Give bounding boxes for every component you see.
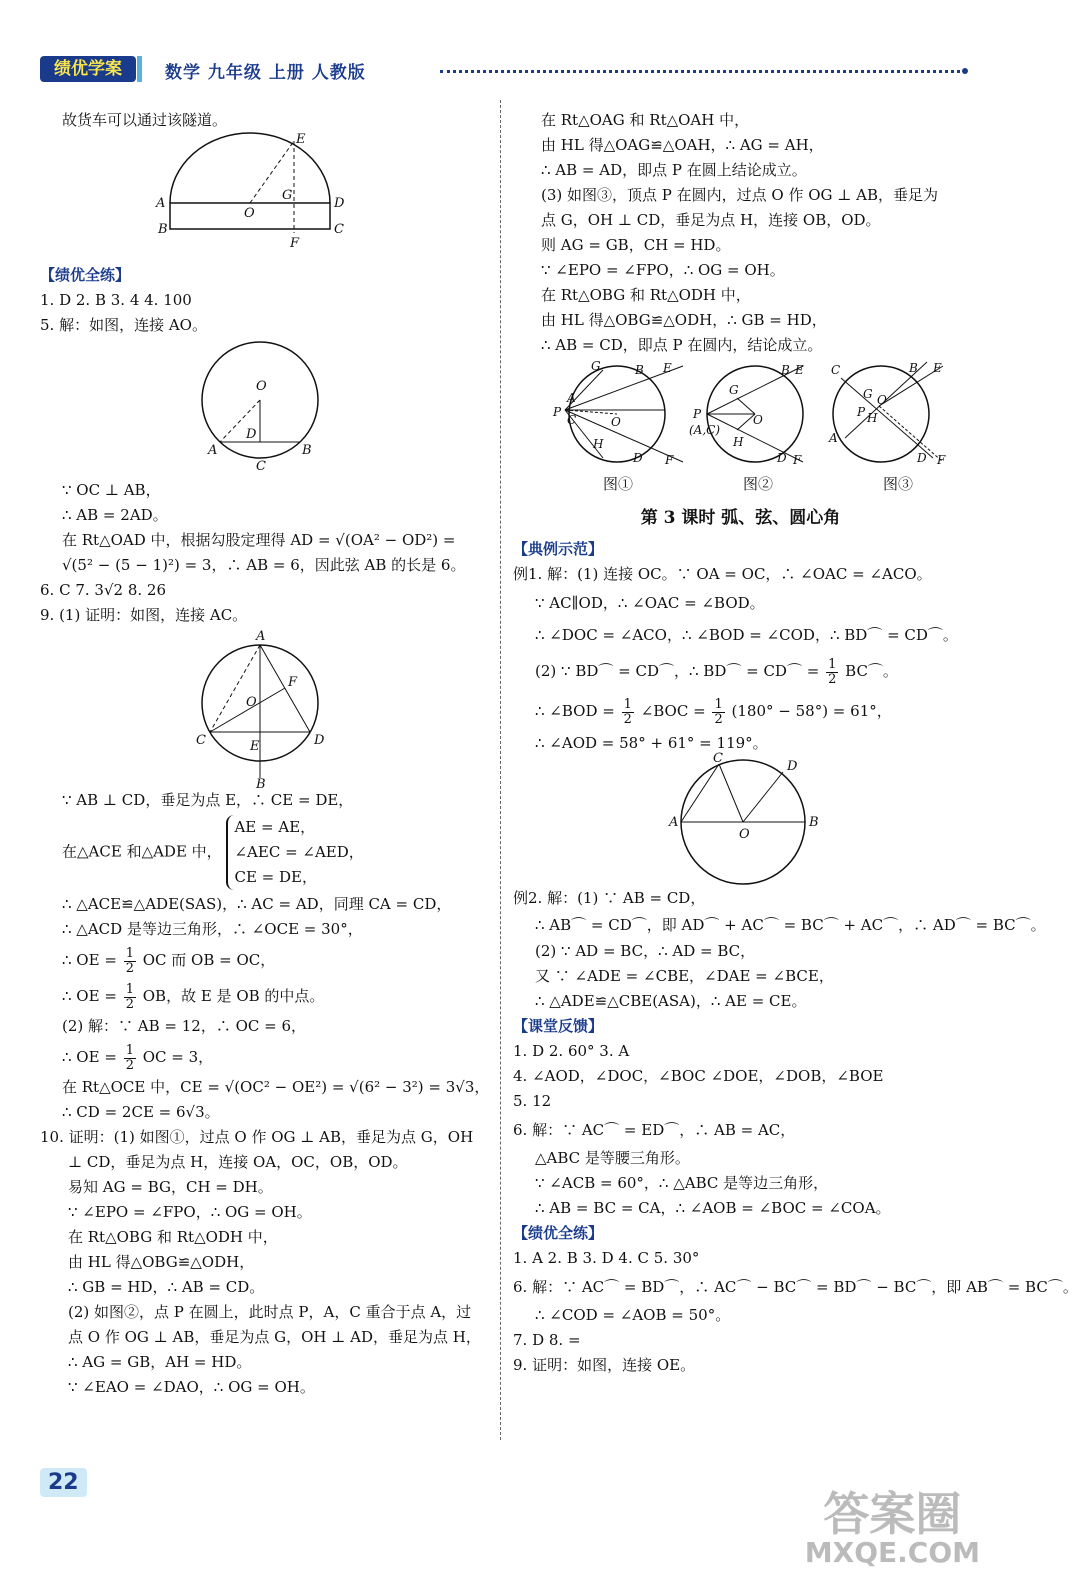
svg-text:F: F bbox=[288, 675, 298, 690]
text-line: ∴ AB = BC = CA，∴ ∠AOB = ∠BOC = ∠COA。 bbox=[535, 1199, 891, 1217]
svg-text:O: O bbox=[877, 393, 887, 407]
text-line: ∵ OC ⊥ AB， bbox=[62, 481, 161, 499]
answer-line: 9. 证明：如图，连接 OE。 bbox=[513, 1356, 696, 1374]
fraction: $\frac{1}{2}$ bbox=[623, 696, 632, 727]
text-line: (2) 解：∵ AB = 12，∴ OC = 6， bbox=[62, 1017, 307, 1035]
svg-text:G: G bbox=[591, 359, 601, 373]
text-fragment: ∴ OE = bbox=[62, 987, 117, 1005]
svg-text:D: D bbox=[777, 451, 787, 465]
fraction-line bbox=[40, 942, 490, 978]
subject-line: 数学 九年级 上册 人教版 bbox=[165, 63, 366, 83]
condition: AE = AE， bbox=[234, 818, 316, 836]
answer-line: 6. 解：∵ AC⌒ = BD⌒，∴ AC⌒ − BC⌒ = BD⌒ − BC⌒，即 AB⌒ = BC⌒。 bbox=[513, 1278, 1078, 1296]
text-fragment: ∠BOC = bbox=[640, 702, 706, 720]
svg-text:C: C bbox=[713, 751, 723, 766]
text-line: 故货车可以通过该隧道。 bbox=[62, 111, 228, 129]
answer-line: 9. (1) 证明：如图，连接 AC。 bbox=[40, 606, 248, 624]
svg-text:B: B bbox=[256, 777, 266, 792]
text-line: 点 G，OH ⊥ CD，垂足为点 H，连接 OB，OD。 bbox=[541, 211, 881, 229]
figure-caption: 图③ bbox=[883, 475, 914, 493]
svg-text:D: D bbox=[246, 427, 257, 442]
svg-text:A: A bbox=[669, 815, 679, 830]
svg-text:B: B bbox=[909, 361, 918, 375]
fraction-line bbox=[40, 978, 490, 1014]
svg-text:A: A bbox=[208, 443, 218, 458]
header-divider bbox=[440, 70, 960, 73]
text-line: ∴ ∠AOD = 58° + 61° = 119°。 bbox=[535, 734, 768, 752]
text-line: ∵ ∠ACB = 60°，∴ △ABC 是等边三角形， bbox=[535, 1174, 829, 1192]
svg-text:E: E bbox=[296, 132, 306, 147]
answer-line: 1. D 2. B 3. 4 4. 100 bbox=[40, 291, 192, 309]
text-line: ∴ AB⌒ = CD⌒，即 AD⌒ + AC⌒ = BC⌒ + AC⌒，∴ AD⌒ = BC⌒。 bbox=[535, 916, 1046, 934]
text-fragment: ∴ ∠BOD = bbox=[535, 702, 615, 720]
watermark-url: MXQE.COM bbox=[804, 1536, 980, 1569]
svg-text:P: P bbox=[857, 405, 866, 419]
answer-line: 例1. 解：(1) 连接 OC。∵ OA = OC，∴ ∠OAC = ∠ACO。 bbox=[513, 565, 932, 583]
svg-text:E: E bbox=[250, 739, 260, 754]
fraction-line bbox=[513, 691, 968, 731]
text-line: ∵ ∠EAO = ∠DAO，∴ OG = OH。 bbox=[68, 1378, 315, 1396]
arc-figure bbox=[663, 751, 823, 886]
text-line: △ABC 是等腰三角形。 bbox=[535, 1149, 690, 1167]
answer-line: 例2. 解：(1) ∵ AB = CD， bbox=[513, 889, 706, 907]
text-line: ∵ ∠EPO = ∠FPO，∴ OG = OH。 bbox=[541, 261, 785, 279]
text-line: 在 Rt△OAG 和 Rt△OAH 中， bbox=[541, 111, 750, 129]
text-line: ∴ ∠DOC = ∠ACO，∴ ∠BOD = ∠COD，∴ BD⌒ = CD⌒。 bbox=[535, 626, 958, 644]
text-line: ∴ AB = AD，即点 P 在圆上结论成立。 bbox=[541, 161, 807, 179]
figure-caption: 图② bbox=[743, 475, 774, 493]
svg-text:F: F bbox=[937, 453, 946, 467]
section-heading: 【课堂反馈】 bbox=[513, 1017, 604, 1035]
svg-text:E: E bbox=[663, 361, 672, 375]
svg-text:P: P bbox=[553, 405, 562, 419]
watermark-logo bbox=[804, 1487, 980, 1569]
column-divider bbox=[500, 100, 501, 1440]
svg-text:O: O bbox=[246, 695, 257, 710]
svg-text:C: C bbox=[334, 222, 344, 237]
svg-text:B: B bbox=[302, 443, 312, 458]
svg-text:G: G bbox=[863, 387, 873, 401]
congruence-block bbox=[40, 815, 490, 890]
svg-text:B: B bbox=[781, 363, 790, 377]
svg-text:E: E bbox=[795, 363, 804, 377]
svg-text:G: G bbox=[282, 188, 293, 203]
fraction: $\frac{1}{2}$ bbox=[125, 945, 134, 976]
tunnel-figure bbox=[150, 133, 350, 263]
condition: CE = DE， bbox=[234, 868, 317, 886]
text-line: 在 Rt△OCE 中，CE = √(OC² − OE²) = √(6² − 3²) = 3√3， bbox=[62, 1078, 490, 1096]
fraction: $\frac{1}{2}$ bbox=[714, 696, 723, 727]
text-fragment: ∴ OE = bbox=[62, 1048, 117, 1066]
svg-text:O: O bbox=[256, 379, 267, 394]
condition-brace bbox=[226, 815, 363, 890]
text-fragment: OB，故 E 是 OB 的中点。 bbox=[142, 987, 325, 1005]
svg-text:C: C bbox=[196, 733, 206, 748]
svg-text:H: H bbox=[593, 437, 604, 451]
text-line: ∵ AB ⊥ CD，垂足为点 E，∴ CE = DE， bbox=[62, 791, 354, 809]
brand-logo: 绩优学案 bbox=[40, 56, 136, 82]
figure-2 bbox=[683, 358, 823, 470]
svg-text:D: D bbox=[917, 451, 927, 465]
text-line: ⊥ CD，垂足为点 H，连接 OA，OC，OB，OD。 bbox=[68, 1153, 408, 1171]
three-figures-row bbox=[513, 358, 968, 498]
fraction-line bbox=[513, 651, 968, 691]
svg-text:(A,C): (A,C) bbox=[689, 423, 721, 437]
circle-chord-figure bbox=[190, 338, 330, 478]
fraction: $\frac{1}{2}$ bbox=[125, 1042, 134, 1073]
text-line: (2) ∵ AD = BC，∴ AD = BC， bbox=[535, 942, 756, 960]
page-number: 22 bbox=[40, 1468, 87, 1497]
text-line: (2) 如图②，点 P 在圆上，此时点 P，A，C 重合于点 A，过 bbox=[68, 1303, 472, 1321]
svg-text:H: H bbox=[733, 435, 744, 449]
text-line: ∴ △ACE≌△ADE(SAS)，∴ AC = AD，同理 CA = CD， bbox=[62, 895, 452, 913]
text-line: ∵ ∠EPO = ∠FPO，∴ OG = OH。 bbox=[68, 1203, 312, 1221]
svg-text:O: O bbox=[244, 206, 255, 221]
text-line: √(5² − (5 − 1)²) = 3，∴ AB = 6，因此弦 AB 的长是 6。 bbox=[62, 556, 466, 574]
svg-text:A: A bbox=[256, 629, 266, 644]
svg-text:D: D bbox=[633, 451, 643, 465]
condition: ∠AEC = ∠AED， bbox=[234, 843, 364, 861]
answer-line: 4. ∠AOD，∠DOC，∠BOC ∠DOE，∠DOB，∠BOE bbox=[513, 1067, 884, 1085]
text-fragment: OC = 3， bbox=[142, 1048, 214, 1066]
text-line: ∴ AG = GB，AH = HD。 bbox=[68, 1353, 252, 1371]
text-fragment: 在△ACE 和△ADE 中， bbox=[62, 842, 222, 861]
answer-line: 6. C 7. 3√2 8. 26 bbox=[40, 581, 166, 599]
text-line: ∴ △ADE≌△CBE(ASA)，∴ AE = CE。 bbox=[535, 992, 807, 1010]
equilateral-figure bbox=[190, 628, 330, 792]
svg-text:B: B bbox=[158, 222, 168, 237]
answer-line: 1. D 2. 60° 3. A bbox=[513, 1042, 630, 1060]
text-fragment: (2) ∵ BD⌒ = CD⌒，∴ BD⌒ = CD⌒ = bbox=[535, 662, 820, 680]
right-column bbox=[513, 108, 1078, 1378]
svg-text:B: B bbox=[635, 363, 644, 377]
section-heading: 【绩优全练】 bbox=[40, 266, 131, 284]
answer-line: 5. 解：如图，连接 AO。 bbox=[40, 316, 207, 334]
text-line: ∵ AC∥OD，∴ ∠OAC = ∠BOD。 bbox=[535, 594, 765, 612]
fraction: $\frac{1}{2}$ bbox=[828, 656, 837, 687]
fraction-line bbox=[40, 1039, 490, 1075]
fraction: $\frac{1}{2}$ bbox=[125, 981, 134, 1012]
text-line: 则 AG = GB，CH = HD。 bbox=[541, 236, 731, 254]
text-line: 又 ∵ ∠ADE = ∠CBE，∠DAE = ∠BCE， bbox=[535, 967, 834, 985]
answer-line: 7. D 8. = bbox=[513, 1331, 581, 1349]
svg-text:D: D bbox=[314, 733, 325, 748]
svg-text:O: O bbox=[739, 827, 750, 842]
svg-text:O: O bbox=[753, 413, 763, 427]
svg-text:G: G bbox=[729, 383, 739, 397]
text-line: 在 Rt△OBG 和 Rt△ODH 中， bbox=[541, 286, 751, 304]
svg-text:C: C bbox=[567, 413, 577, 427]
answer-line: 6. 解：∵ AC⌒ = ED⌒，∴ AB = AC， bbox=[513, 1121, 796, 1139]
svg-text:P: P bbox=[693, 407, 702, 421]
page-header bbox=[40, 56, 965, 84]
text-line: 点 O 作 OG ⊥ AB，垂足为点 G，OH ⊥ AD，垂足为点 H， bbox=[68, 1328, 481, 1346]
svg-text:O: O bbox=[611, 415, 621, 429]
text-line: ∴ GB = HD，∴ AB = CD。 bbox=[68, 1278, 265, 1296]
lesson-title: 第 3 课时 弧、弦、圆心角 bbox=[640, 508, 841, 528]
left-column bbox=[40, 108, 490, 1400]
figure-1 bbox=[543, 358, 693, 470]
section-heading: 【绩优全练】 bbox=[513, 1224, 604, 1242]
text-fragment: (180° − 58°) = 61°， bbox=[731, 702, 892, 720]
svg-text:D: D bbox=[787, 759, 798, 774]
answer-line: 10. 证明：(1) 如图①，过点 O 作 OG ⊥ AB，垂足为点 G，OH bbox=[40, 1128, 474, 1146]
text-line: ∴ AB = 2AD。 bbox=[62, 506, 168, 524]
text-line: 在 Rt△OAD 中，根据勾股定理得 AD = √(OA² − OD²) = bbox=[62, 531, 456, 549]
svg-text:F: F bbox=[793, 453, 802, 467]
svg-text:A: A bbox=[829, 431, 838, 445]
text-line: 由 HL 得△OBG≌△ODH， bbox=[68, 1253, 255, 1271]
figure-caption: 图① bbox=[603, 475, 634, 493]
text-fragment: ∴ OE = bbox=[62, 951, 117, 969]
text-line: 由 HL 得△OAG≌△OAH，∴ AG = AH， bbox=[541, 136, 824, 154]
text-line: ∴ △ACD 是等边三角形，∴ ∠OCE = 30°， bbox=[62, 920, 363, 938]
svg-text:A: A bbox=[156, 196, 166, 211]
text-line: 易知 AG = BG，CH = DH。 bbox=[68, 1178, 273, 1196]
svg-text:D: D bbox=[334, 196, 345, 211]
text-line: ∴ AB = CD，即点 P 在圆内，结论成立。 bbox=[541, 336, 823, 354]
svg-text:C: C bbox=[256, 459, 266, 474]
svg-text:B: B bbox=[809, 815, 819, 830]
answer-line: 5. 12 bbox=[513, 1092, 552, 1110]
svg-text:E: E bbox=[933, 361, 942, 375]
svg-text:H: H bbox=[867, 411, 878, 425]
watermark-text: 答案圈 bbox=[823, 1487, 962, 1541]
text-line: 在 Rt△OBG 和 Rt△ODH 中， bbox=[68, 1228, 278, 1246]
text-line: (3) 如图③，顶点 P 在圆内，过点 O 作 OG ⊥ AB，垂足为 bbox=[541, 186, 939, 204]
section-heading: 【典例示范】 bbox=[513, 540, 604, 558]
text-line: ∴ CD = 2CE = 6√3。 bbox=[62, 1103, 220, 1121]
text-line: ∴ ∠COD = ∠AOB = 50°。 bbox=[535, 1306, 731, 1324]
text-line: 由 HL 得△OBG≌△ODH，∴ GB = HD， bbox=[541, 311, 827, 329]
svg-text:C: C bbox=[831, 363, 841, 377]
text-fragment: OC 而 OB = OC， bbox=[142, 951, 276, 969]
svg-text:A: A bbox=[567, 391, 576, 405]
svg-text:F: F bbox=[665, 453, 674, 467]
svg-text:F: F bbox=[290, 236, 300, 251]
answer-line: 1. A 2. B 3. D 4. C 5. 30° bbox=[513, 1249, 700, 1267]
text-fragment: BC⌒。 bbox=[845, 662, 898, 680]
figure-3 bbox=[823, 358, 963, 470]
